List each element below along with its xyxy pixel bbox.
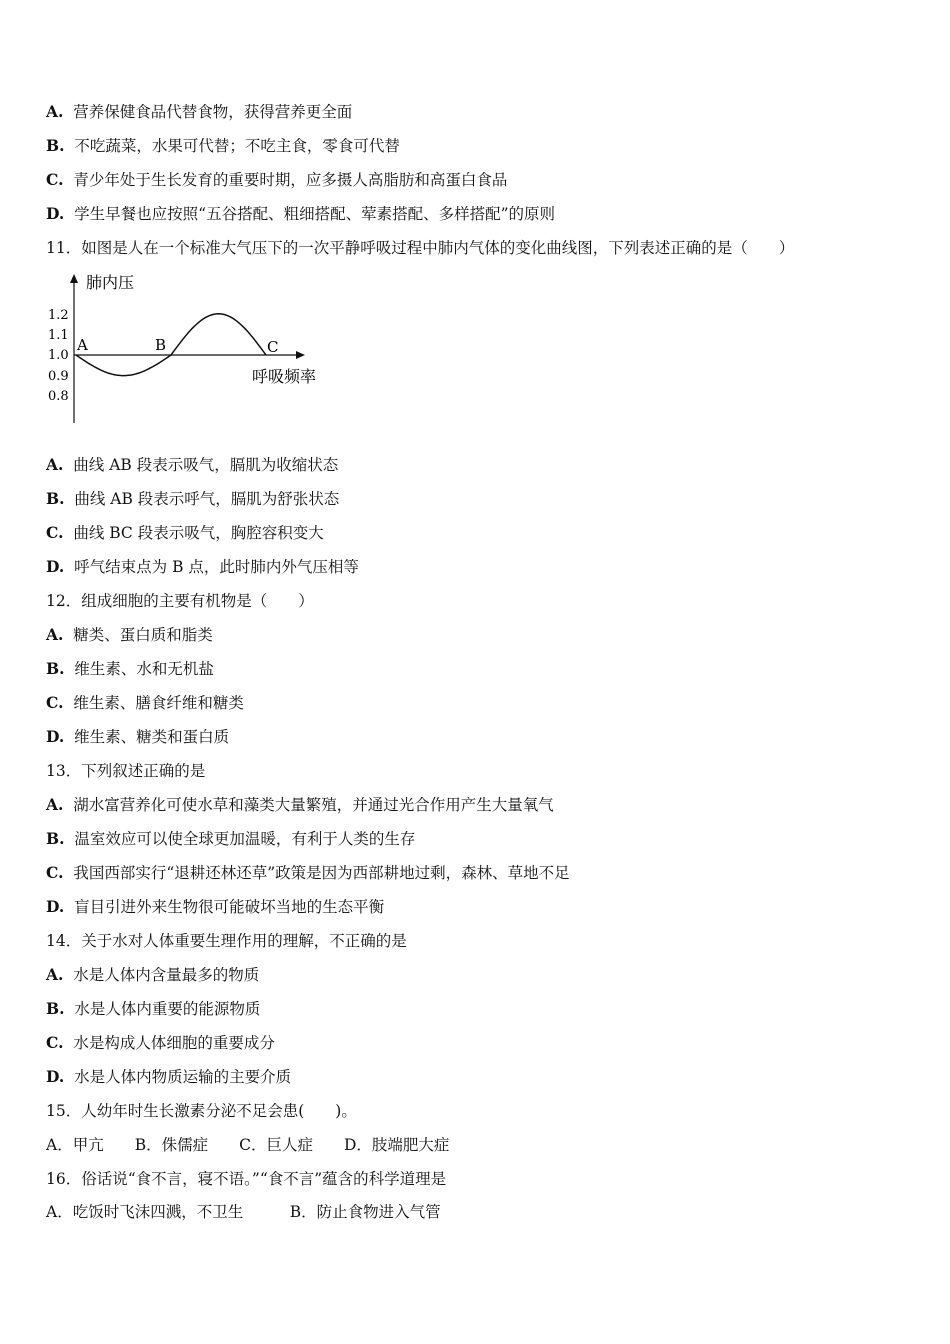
x-axis-label: 呼吸频率	[252, 367, 317, 386]
y-tick-1: 1.2	[48, 308, 69, 323]
q14-option-a: A. 水是人体内含量最多的物质	[46, 965, 260, 984]
y-axis-arrow	[70, 274, 78, 283]
q15-stem: 15．人幼年时生长激素分泌不足会患( )。	[46, 1102, 357, 1120]
q12-option-c: C. 维生素、膳食纤维和糖类	[46, 693, 244, 712]
q13-option-c: C. 我国西部实行“退耕还林还草”政策是因为西部耕地过剩，森林、草地不足	[46, 863, 570, 882]
q14-option-d: D. 水是人体内物质运输的主要介质	[46, 1067, 292, 1086]
q12-option-d: D. 维生素、糖类和蛋白质	[46, 727, 230, 746]
q16-stem: 16．俗话说“食不言，寝不语。”“食不言”蕴含的科学道理是	[46, 1170, 447, 1188]
point-label-c: C	[267, 338, 279, 356]
y-tick-5: 0.8	[48, 389, 69, 404]
q14-option-c: C. 水是构成人体细胞的重要成分	[46, 1033, 275, 1052]
q11-option-c: C. 曲线 BC 段表示吸气，胸腔容积变大	[46, 523, 324, 542]
q12-option-a: A. 糖类、蛋白质和脂类	[46, 625, 213, 644]
q11-option-a: A. 曲线 AB 段表示吸气，膈肌为收缩状态	[46, 455, 339, 474]
q14-option-b: B. 水是人体内重要的能源物质	[46, 999, 261, 1018]
q11-option-b: B. 曲线 AB 段表示呼气，膈肌为舒张状态	[46, 489, 340, 508]
y-axis-label: 肺内压	[86, 273, 135, 292]
y-tick-2: 1.1	[48, 328, 69, 343]
q14-stem: 14．关于水对人体重要生理作用的理解，不正确的是	[46, 932, 407, 950]
q16-options: A．吃饭时飞沫四溅，不卫生 B．防止食物进入气管	[46, 1203, 441, 1221]
q13-stem: 13．下列叙述正确的是	[46, 762, 206, 780]
pressure-curve	[76, 314, 266, 376]
q11-option-d: D. 呼气结束点为 B 点，此时肺内外气压相等	[46, 557, 359, 576]
q10-option-c: C. 青少年处于生长发育的重要时期，应多摄人高脂肪和高蛋白食品	[46, 170, 508, 189]
q13-option-d: D. 盲目引进外来生物很可能破坏当地的生态平衡	[46, 897, 385, 916]
lung-pressure-chart	[40, 268, 340, 428]
q13-option-a: A. 湖水富营养化可使水草和藻类大量繁殖，并通过光合作用产生大量氧气	[46, 795, 554, 814]
q10-option-d: D. 学生早餐也应按照“五谷搭配、粗细搭配、荤素搭配、多样搭配”的原则	[46, 204, 556, 223]
x-axis-arrow	[296, 351, 305, 359]
point-label-b: B	[155, 336, 167, 354]
q11-stem: 11．如图是人在一个标准大气压下的一次平静呼吸过程中肺内气体的变化曲线图，下列表述正确的是（ ）	[46, 239, 795, 257]
point-label-a: A	[77, 336, 88, 354]
q10-option-b: B. 不吃蔬菜，水果可代替；不吃主食，零食可代替	[46, 136, 400, 155]
q13-option-b: B. 温室效应可以使全球更加温暖，有利于人类的生存	[46, 829, 416, 848]
q15-options: A．甲亢 B．侏儒症 C．巨人症 D．肢端肥大症	[46, 1136, 450, 1154]
y-tick-4: 0.9	[48, 369, 69, 384]
q12-stem: 12．组成细胞的主要有机物是（ ）	[46, 592, 314, 610]
q10-option-a: A. 营养保健食品代替食物，获得营养更全面	[46, 102, 353, 121]
q12-option-b: B. 维生素、水和无机盐	[46, 659, 214, 678]
y-tick-3: 1.0	[48, 348, 69, 363]
